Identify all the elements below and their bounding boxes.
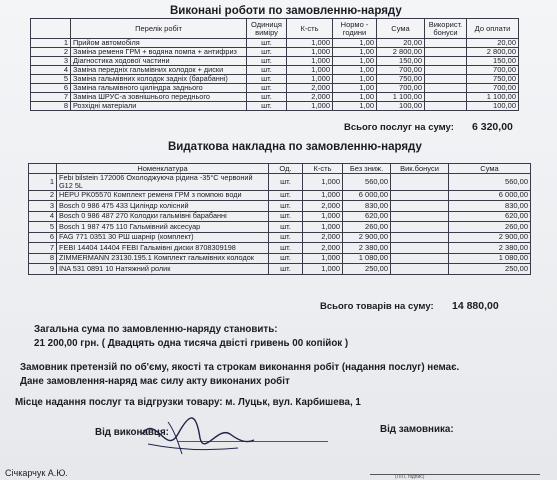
parts-cell-qty: 1,000 — [303, 211, 343, 222]
works-cell-bonus — [425, 75, 467, 84]
works-row — [31, 48, 519, 57]
works-cell-hours: 1,00 — [333, 84, 377, 93]
works-cell-bonus — [425, 66, 467, 75]
parts-row — [29, 190, 531, 201]
works-cell-qty: 1,000 — [287, 48, 333, 57]
works-cell-hours: 1,00 — [333, 66, 377, 75]
executor-signature — [138, 404, 258, 464]
works-cell-pay: 700,00 — [467, 66, 519, 75]
works-row — [31, 75, 519, 84]
works-cell-num: 2 — [31, 48, 71, 57]
act-statement: Дане замовлення-наряд має силу акту виконаних робіт — [20, 376, 290, 387]
works-cell-pay: 700,00 — [467, 84, 519, 93]
works-cell-sum: 700,00 — [377, 84, 425, 93]
parts-cell-sum: 2 900,00 — [449, 232, 531, 243]
parts-header-unit: Од. — [269, 164, 303, 174]
parts-cell-name: INA 531 0891 10 Натяжний ролик — [57, 264, 269, 275]
works-table — [30, 18, 519, 111]
works-cell-bonus — [425, 102, 467, 111]
parts-cell-num: 4 — [29, 211, 57, 222]
parts-cell-qty: 2,000 — [303, 232, 343, 243]
parts-cell-unit: шт. — [269, 243, 303, 254]
parts-cell-sum: 6 000,00 — [449, 190, 531, 201]
works-cell-qty: 1,000 — [287, 66, 333, 75]
parts-cell-qty: 1,000 — [303, 174, 343, 191]
signature-note: (ПІП, підпис) — [395, 474, 425, 480]
parts-total-label: Всього товарів на суму: — [320, 301, 434, 312]
works-row — [31, 57, 519, 66]
parts-header-num — [29, 164, 57, 174]
parts-cell-unit: шт. — [269, 253, 303, 264]
works-cell-sum: 20,00 — [377, 39, 425, 48]
works-cell-bonus — [425, 39, 467, 48]
works-cell-num: 7 — [31, 93, 71, 102]
works-header-hours: Нормо - години — [333, 19, 377, 39]
works-cell-unit: шт. — [247, 66, 287, 75]
parts-cell-unit: шт. — [269, 201, 303, 212]
works-cell-name: Розхідні матеріали — [71, 102, 247, 111]
parts-header-price: Без зниж. — [343, 164, 391, 174]
works-cell-hours: 1,00 — [333, 57, 377, 66]
works-cell-hours: 1,00 — [333, 48, 377, 57]
parts-cell-sum: 2 380,00 — [449, 243, 531, 254]
parts-cell-price: 250,00 — [343, 264, 391, 275]
works-cell-name: Заміна ШРУС-а зовнішнього переднього — [71, 93, 247, 102]
parts-cell-price: 560,00 — [343, 174, 391, 191]
works-cell-name: Прийом автомобіля — [71, 39, 247, 48]
parts-cell-num: 6 — [29, 232, 57, 243]
works-cell-qty: 1,000 — [287, 57, 333, 66]
works-cell-pay: 100,00 — [467, 102, 519, 111]
parts-header-qty: К-сть — [303, 164, 343, 174]
works-cell-num: 5 — [31, 75, 71, 84]
works-cell-sum: 150,00 — [377, 57, 425, 66]
works-cell-sum: 750,00 — [377, 75, 425, 84]
parts-row — [29, 222, 531, 233]
parts-cell-unit: шт. — [269, 174, 303, 191]
parts-cell-bonus — [391, 174, 449, 191]
customer-label: Від замовника: — [380, 424, 454, 435]
works-cell-hours: 1,00 — [333, 93, 377, 102]
works-cell-name: Заміна передніх гальмівних колодок + диски — [71, 66, 247, 75]
works-cell-sum: 100,00 — [377, 102, 425, 111]
parts-cell-bonus — [391, 190, 449, 201]
works-cell-num: 8 — [31, 102, 71, 111]
parts-cell-price: 1 080,00 — [343, 253, 391, 264]
works-cell-bonus — [425, 93, 467, 102]
works-cell-name: Заміна гальмівних колодок задніх (барабанні) — [71, 75, 247, 84]
parts-total-value: 14 880,00 — [452, 300, 499, 312]
works-row — [31, 66, 519, 75]
parts-cell-num: 1 — [29, 174, 57, 191]
works-row — [31, 102, 519, 111]
works-cell-sum: 700,00 — [377, 66, 425, 75]
works-cell-bonus — [425, 57, 467, 66]
parts-cell-num: 3 — [29, 201, 57, 212]
works-cell-sum: 1 100,00 — [377, 93, 425, 102]
service-place: Місце надання послуг та відгрузки товару: м. Луцьк, вул. Карбишева, 1 — [15, 397, 361, 408]
parts-cell-bonus — [391, 211, 449, 222]
grand-total-label: Загальна сума по замовленню-наряду становить: — [34, 324, 278, 335]
parts-cell-num: 9 — [29, 264, 57, 275]
parts-cell-unit: шт. — [269, 190, 303, 201]
parts-cell-sum: 1 080,00 — [449, 253, 531, 264]
parts-cell-bonus — [391, 243, 449, 254]
works-cell-hours: 1,00 — [333, 102, 377, 111]
parts-cell-name: HEPU PK05570 Комплект ременя ГРМ з помпою води — [57, 190, 269, 201]
parts-cell-bonus — [391, 232, 449, 243]
works-cell-qty: 2,000 — [287, 84, 333, 93]
claims-statement: Замовник претензій по об'єму, якості та строкам виконання робіт (надання послуг) немає. — [20, 362, 460, 373]
parts-cell-price: 2 380,00 — [343, 243, 391, 254]
parts-cell-num: 5 — [29, 222, 57, 233]
parts-header-bonus: Вик.бонуси — [391, 164, 449, 174]
works-cell-sum: 2 800,00 — [377, 48, 425, 57]
works-cell-pay: 20,00 — [467, 39, 519, 48]
works-total-value: 6 320,00 — [472, 121, 513, 133]
parts-header-sum: Сума — [449, 164, 531, 174]
works-total-label: Всього послуг на суму: — [344, 122, 454, 133]
parts-row — [29, 243, 531, 254]
parts-cell-bonus — [391, 222, 449, 233]
parts-header-name: Номенклатура — [57, 164, 269, 174]
parts-cell-price: 6 000,00 — [343, 190, 391, 201]
works-cell-unit: шт. — [247, 57, 287, 66]
parts-cell-name: FEBI 14404 14404 FEBI Гальмівні диски 8708309198 — [57, 243, 269, 254]
works-cell-unit: шт. — [247, 75, 287, 84]
works-cell-unit: шт. — [247, 102, 287, 111]
works-cell-bonus — [425, 84, 467, 93]
parts-cell-qty: 1,000 — [303, 253, 343, 264]
works-cell-num: 3 — [31, 57, 71, 66]
parts-cell-name: FAG 771 0351 30 РШ шарнір (комплект) — [57, 232, 269, 243]
executor-name: Січкарчук А.Ю. — [5, 468, 68, 478]
works-row — [31, 93, 519, 102]
parts-row — [29, 201, 531, 212]
parts-cell-sum: 250,00 — [449, 264, 531, 275]
parts-cell-unit: шт. — [269, 211, 303, 222]
works-cell-unit: шт. — [247, 84, 287, 93]
parts-cell-name: Febi bilstein 172006 Охолоджуюча рідина -35°C червоний G12 5L — [57, 174, 269, 191]
works-header-qty: К-сть — [287, 19, 333, 39]
parts-cell-bonus — [391, 253, 449, 264]
parts-title: Видаткова накладна по замовленню-наряду — [168, 141, 422, 153]
parts-cell-num: 7 — [29, 243, 57, 254]
parts-cell-name: Bosch 1 987 475 110 Гальмівний аксесуар — [57, 222, 269, 233]
parts-cell-unit: шт. — [269, 264, 303, 275]
parts-cell-bonus — [391, 264, 449, 275]
executor-label: Від виконавця: — [95, 427, 169, 438]
works-header-row — [31, 19, 519, 39]
parts-cell-price: 2 900,00 — [343, 232, 391, 243]
works-cell-num: 1 — [31, 39, 71, 48]
parts-cell-sum: 830,00 — [449, 201, 531, 212]
works-cell-unit: шт. — [247, 93, 287, 102]
works-cell-hours: 1,00 — [333, 75, 377, 84]
works-header-bonus: Використ. бонуси — [425, 19, 467, 39]
parts-cell-price: 260,00 — [343, 222, 391, 233]
works-cell-unit: шт. — [247, 39, 287, 48]
works-cell-hours: 1,00 — [333, 39, 377, 48]
parts-cell-bonus — [391, 201, 449, 212]
works-cell-pay: 1 100,00 — [467, 93, 519, 102]
works-header-name: Перелік робіт — [71, 19, 247, 39]
parts-header-row — [29, 164, 531, 174]
works-title: Виконані роботи по замовленню-наряду — [170, 5, 402, 17]
parts-row — [29, 211, 531, 222]
parts-row — [29, 232, 531, 243]
works-cell-bonus — [425, 48, 467, 57]
parts-cell-sum: 620,00 — [449, 211, 531, 222]
works-header-unit: Одиниця виміру — [247, 19, 287, 39]
works-cell-pay: 2 800,00 — [467, 48, 519, 57]
grand-total-value: 21 200,00 грн. ( Двадцять одна тисяча двісті гривень 00 копійок ) — [34, 338, 349, 349]
works-cell-name: Заміна ременя ГРМ + водяна помпа + антифриз — [71, 48, 247, 57]
parts-cell-price: 620,00 — [343, 211, 391, 222]
parts-row — [29, 264, 531, 275]
works-cell-qty: 2,000 — [287, 93, 333, 102]
parts-cell-qty: 1,000 — [303, 222, 343, 233]
parts-cell-price: 830,00 — [343, 201, 391, 212]
works-cell-qty: 1,000 — [287, 39, 333, 48]
works-header-pay: До оплати — [467, 19, 519, 39]
works-cell-num: 6 — [31, 84, 71, 93]
parts-row — [29, 253, 531, 264]
parts-cell-name: Bosch 0 986 487 270 Колодки гальмівні барабанні — [57, 211, 269, 222]
parts-cell-qty: 1,000 — [303, 264, 343, 275]
parts-table — [28, 163, 531, 275]
works-cell-pay: 150,00 — [467, 57, 519, 66]
works-row — [31, 39, 519, 48]
parts-cell-unit: шт. — [269, 232, 303, 243]
works-cell-qty: 1,000 — [287, 102, 333, 111]
parts-cell-qty: 2,000 — [303, 243, 343, 254]
works-cell-num: 4 — [31, 66, 71, 75]
parts-cell-name: ZIMMERMANN 23130.195.1 Комплект гальмівних колодок — [57, 253, 269, 264]
parts-cell-sum: 560,00 — [449, 174, 531, 191]
works-cell-name: Діагностика ходової частини — [71, 57, 247, 66]
parts-row — [29, 174, 531, 191]
parts-cell-num: 8 — [29, 253, 57, 264]
works-cell-unit: шт. — [247, 48, 287, 57]
works-cell-name: Заміна гальмівного циліндра заднього — [71, 84, 247, 93]
parts-cell-qty: 2,000 — [303, 201, 343, 212]
works-header-num — [31, 19, 71, 39]
works-row — [31, 84, 519, 93]
parts-cell-sum: 260,00 — [449, 222, 531, 233]
parts-cell-name: Bosch 0 986 475 433 Циліндр колісний — [57, 201, 269, 212]
parts-cell-qty: 1,000 — [303, 190, 343, 201]
works-cell-qty: 1,000 — [287, 75, 333, 84]
works-header-sum: Сума — [377, 19, 425, 39]
parts-cell-num: 2 — [29, 190, 57, 201]
works-cell-pay: 750,00 — [467, 75, 519, 84]
parts-cell-unit: шт. — [269, 222, 303, 233]
